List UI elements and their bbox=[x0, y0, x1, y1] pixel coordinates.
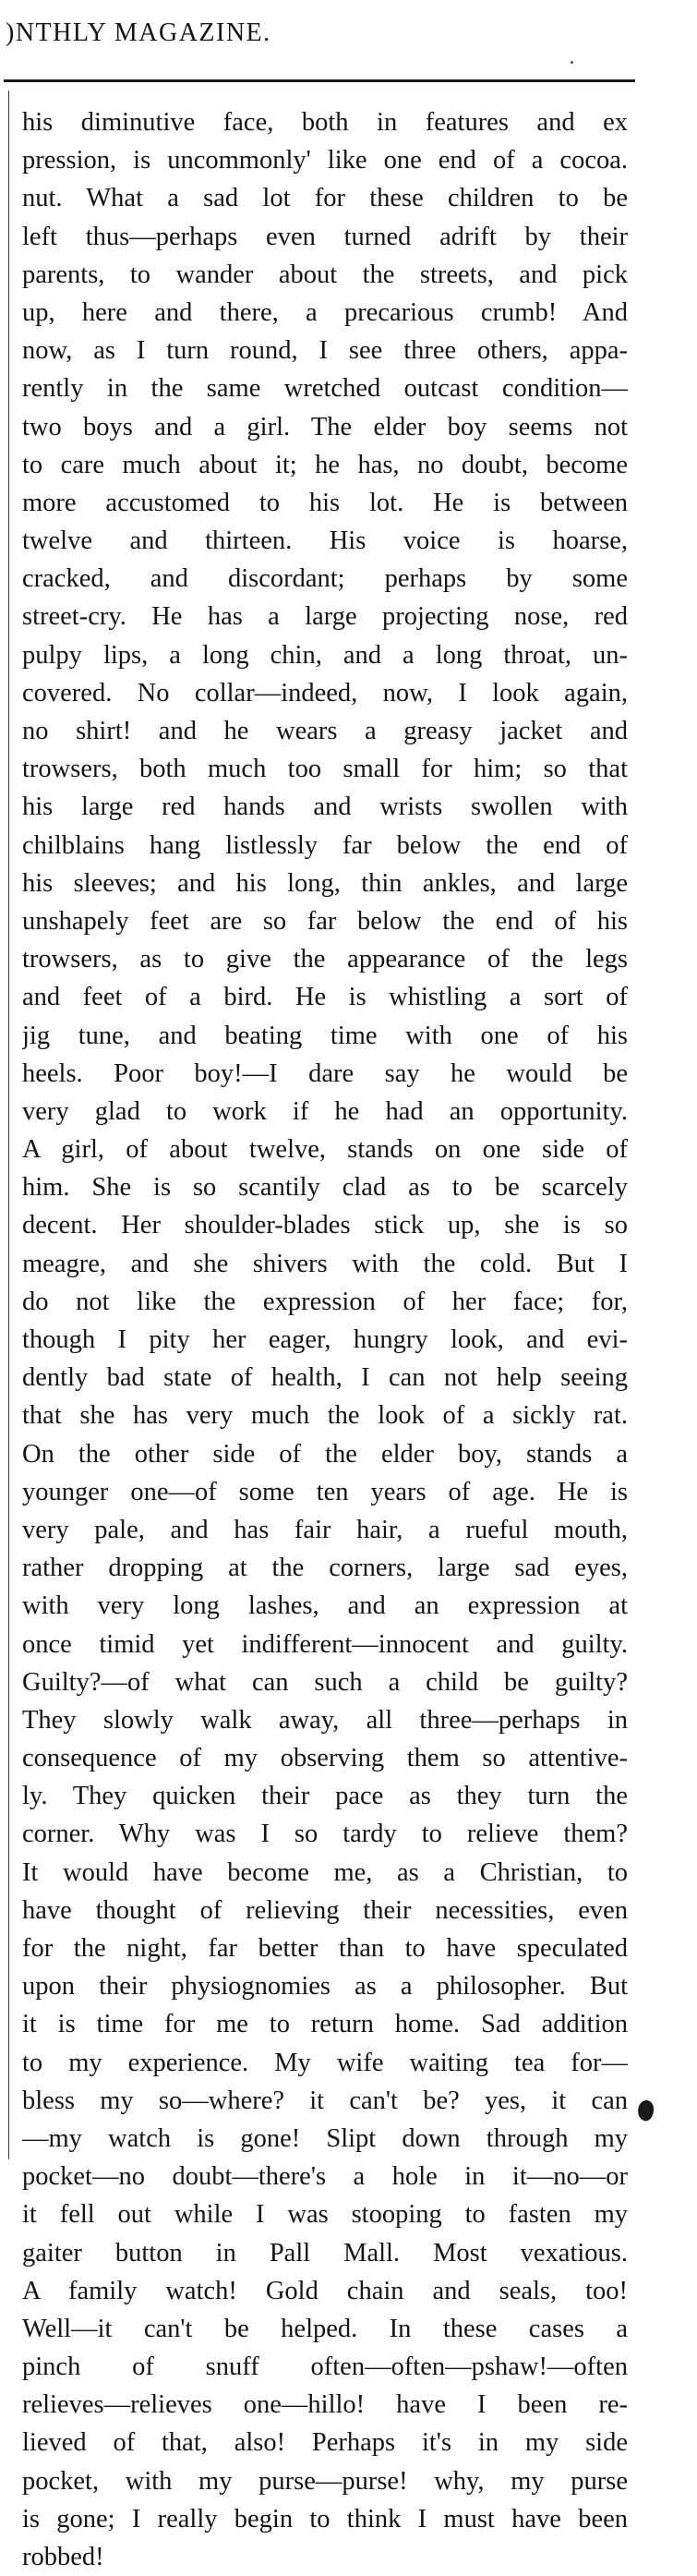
text-line: younger one—of some ten years of age. He is bbox=[22, 1477, 628, 1506]
text-line: parents, to wander about the streets, and pick bbox=[22, 260, 628, 289]
text-line: corner. Why was I so tardy to relieve them? bbox=[22, 1820, 628, 1849]
text-line: robbed! bbox=[22, 2543, 104, 2571]
text-line: to care much about it; he has, no doubt, become bbox=[22, 450, 628, 479]
text-line: for the night, far better than to have speculated bbox=[22, 1934, 628, 1963]
text-line: gaiter button in Pall Mall. Most vexatious. bbox=[22, 2238, 628, 2268]
text-line: left thus—perhaps even turned adrift by their bbox=[22, 222, 628, 251]
text-line: consequence of my observing them so attentive- bbox=[22, 1744, 628, 1773]
text-line: no shirt! and he wears a greasy jacket and bbox=[22, 717, 628, 745]
text-line: more accustomed to his lot. He is between bbox=[22, 488, 628, 517]
text-line: heels. Poor boy!—I dare say he would be bbox=[22, 1058, 628, 1088]
text-line: very pale, and has fair hair, a rueful mouth, bbox=[22, 1515, 628, 1544]
text-line: pocket, with my purse—purse! why, my purse bbox=[22, 2466, 628, 2496]
text-line: It would have become me, as a Christian, to bbox=[22, 1857, 628, 1887]
text-line: have thought of relieving their necessities, even bbox=[22, 1895, 628, 1925]
text-line: Guilty?—of what can such a child be guilty? bbox=[22, 1667, 628, 1697]
text-line: and feet of a bird. He is whistling a sort of bbox=[22, 983, 628, 1012]
text-line: trowsers, both much too small for him; so that bbox=[22, 755, 628, 784]
text-line: chilblains hang listlessly far below the end of bbox=[22, 830, 628, 860]
text-line: do not like the expression of her face; for, bbox=[22, 1287, 628, 1316]
article-column bbox=[22, 103, 628, 2576]
text-line: his large red hands and wrists swollen with bbox=[22, 792, 628, 822]
text-line: very glad to work if he had an opportunity. bbox=[22, 1096, 628, 1126]
text-line: street-cry. He has a large projecting nose, red bbox=[22, 602, 628, 632]
text-line: it fell out while I was stooping to fasten my bbox=[22, 2200, 628, 2230]
header-rule bbox=[4, 79, 635, 82]
text-line: that she has very much the look of a sickly rat. bbox=[22, 1401, 628, 1431]
text-line: jig tune, and beating time with one of his bbox=[22, 1021, 628, 1050]
text-line: twelve and thirteen. His voice is hoarse, bbox=[22, 526, 628, 556]
text-line: Well—it can't be helped. In these cases a bbox=[22, 2314, 628, 2343]
text-line: trowsers, as to give the appearance of the legs bbox=[22, 945, 628, 974]
text-line: meagre, and she shivers with the cold. But I bbox=[22, 1249, 628, 1278]
text-line: A girl, of about twelve, stands on one side of bbox=[22, 1135, 628, 1165]
print-speck bbox=[571, 61, 573, 64]
text-line: his diminutive face, both in features and ex bbox=[22, 108, 628, 137]
text-line: to my experience. My wife waiting tea for— bbox=[22, 2048, 628, 2077]
text-line: with very long lashes, and an expression at bbox=[22, 1591, 628, 1621]
text-line: him. She is so scantily clad as to be scarcely bbox=[22, 1173, 628, 1203]
text-line: once timid yet indifferent—innocent and guilty. bbox=[22, 1629, 628, 1659]
text-line: covered. No collar—indeed, now, I look again, bbox=[22, 678, 628, 707]
text-line: dently bad state of health, I can not help seeing bbox=[22, 1363, 628, 1393]
text-line: rather dropping at the corners, large sad eyes, bbox=[22, 1554, 628, 1583]
text-line: ly. They quicken their pace as they turn the bbox=[22, 1782, 628, 1811]
text-line: now, as I turn round, I see three others, appa- bbox=[22, 336, 628, 366]
text-line: it is time for me to return home. Sad addition bbox=[22, 2010, 628, 2039]
text-line: pinch of snuff often—often—pshaw!—often bbox=[22, 2352, 628, 2382]
text-line: On the other side of the elder boy, stands a bbox=[22, 1439, 628, 1469]
text-line: his sleeves; and his long, thin ankles, and large bbox=[22, 868, 628, 898]
text-line: unshapely feet are so far below the end of his bbox=[22, 906, 628, 936]
text-line: pression, is uncommonly' like one end of a cocoa. bbox=[22, 146, 628, 175]
text-line: decent. Her shoulder-blades stick up, she is so bbox=[22, 1211, 628, 1240]
text-line: is gone; I really begin to think I must have been bbox=[22, 2504, 628, 2534]
text-line: pulpy lips, a long chin, and a long throat, un- bbox=[22, 640, 628, 670]
text-line: They slowly walk away, all three—perhaps in bbox=[22, 1705, 628, 1735]
ink-blot bbox=[635, 2098, 656, 2122]
text-line: pocket—no doubt—there's a hole in it—no—or bbox=[22, 2162, 628, 2192]
text-line: cracked, and discordant; perhaps by some bbox=[22, 564, 628, 594]
text-line: relieves—relieves one—hillo! have I been re- bbox=[22, 2390, 628, 2420]
text-line: upon their physiognomies as a philosopher. But bbox=[22, 1972, 628, 2002]
text-line: two boys and a girl. The elder boy seems not bbox=[22, 412, 628, 441]
text-line: rently in the same wretched outcast condition— bbox=[22, 374, 628, 404]
text-line: nut. What a sad lot for these children to be bbox=[22, 184, 628, 213]
text-line: —my watch is gone! Slipt down through my bbox=[22, 2123, 628, 2153]
text-line: though I pity her eager, hungry look, and evi- bbox=[22, 1325, 628, 1354]
text-line: A family watch! Gold chain and seals, too! bbox=[22, 2276, 628, 2305]
running-head: )NTHLY MAGAZINE. bbox=[6, 18, 271, 47]
text-line: up, here and there, a precarious crumb! And bbox=[22, 297, 628, 327]
text-line: bless my so—where? it can't be? yes, it can bbox=[22, 2086, 628, 2115]
text-line: lieved of that, also! Perhaps it's in my side bbox=[22, 2428, 628, 2458]
column-rule bbox=[8, 91, 9, 2159]
